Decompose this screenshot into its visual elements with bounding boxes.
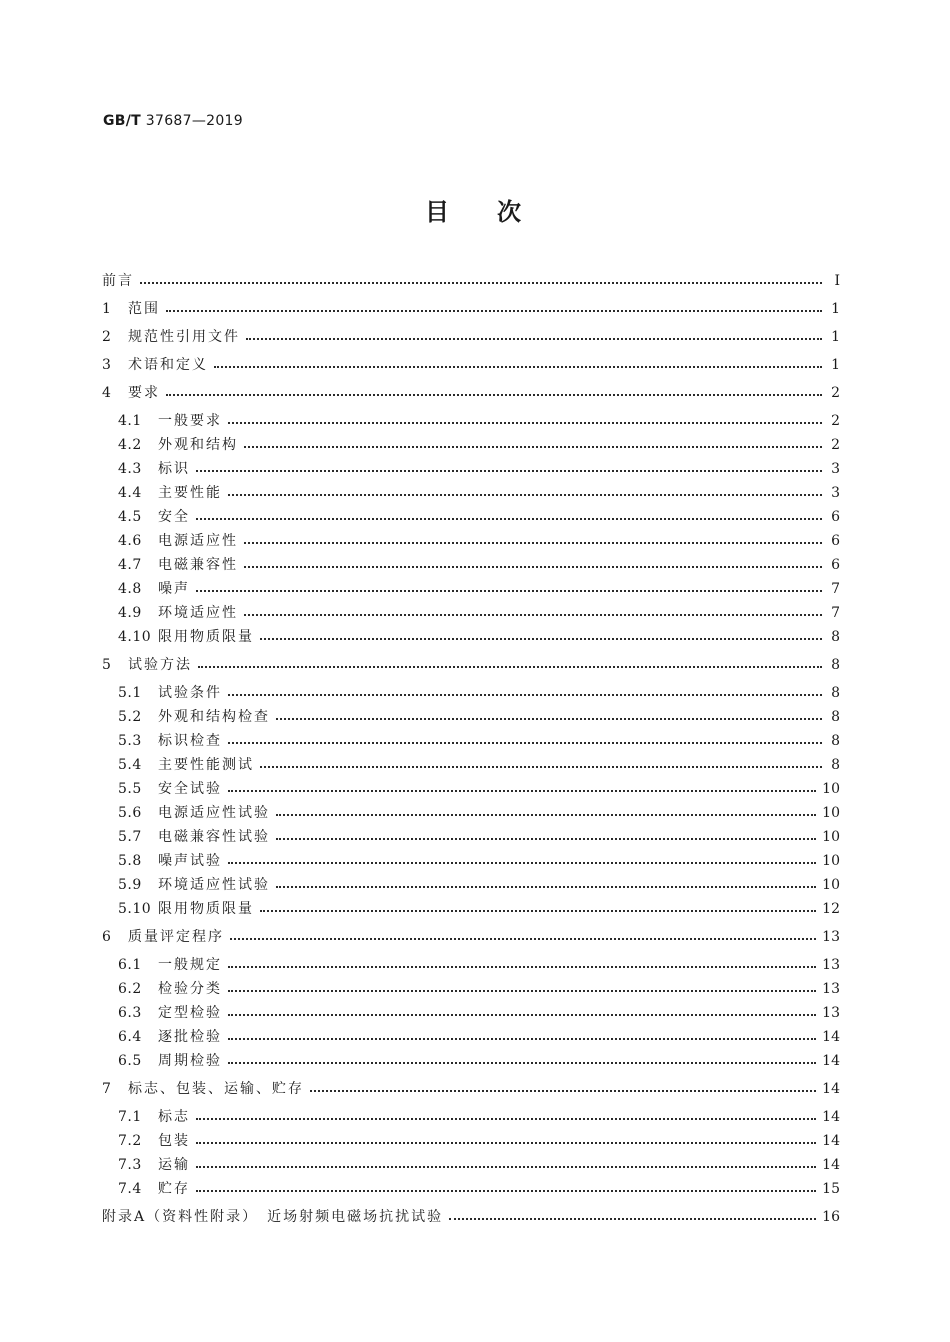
toc-entry-number: 5.3 [118, 733, 142, 749]
toc-entry-page-number: 2 [831, 437, 840, 453]
toc-entry-title: 附录A（资料性附录） 近场射频电磁场抗扰试验 [102, 1209, 444, 1225]
toc-entry[interactable] [118, 1026, 840, 1048]
toc-entry-title: 检验分类 [158, 981, 222, 997]
toc-entry[interactable] [118, 874, 840, 896]
toc-entry[interactable] [118, 434, 840, 456]
toc-entry-title: 环境适应性试验 [158, 877, 270, 893]
toc-entry[interactable] [118, 410, 840, 432]
toc-leader-dots [228, 1014, 816, 1016]
toc-entry-title: 标志 [158, 1109, 190, 1125]
toc-leader-dots [196, 590, 822, 592]
toc-entry[interactable] [102, 326, 840, 348]
toc-leader-dots [260, 766, 822, 768]
toc-entry-page-number: 1 [831, 329, 840, 345]
toc-entry[interactable] [102, 1078, 840, 1100]
toc-entry-page-number: 10 [822, 853, 840, 869]
toc-entry-title: 运输 [158, 1157, 190, 1173]
toc-entry-title: 安全 [158, 509, 190, 525]
toc-entry-number: 7 [102, 1081, 112, 1097]
toc-leader-dots [228, 422, 822, 424]
toc-leader-dots [244, 542, 822, 544]
toc-entry-number: 5.8 [118, 853, 142, 869]
toc-entry-title: 电源适应性试验 [158, 805, 270, 821]
toc-leader-dots [244, 614, 822, 616]
toc-entry-page-number: 2 [831, 413, 840, 429]
toc-entry-number: 4 [102, 385, 112, 401]
toc-entry-number: 6 [102, 929, 112, 945]
toc-entry[interactable] [118, 602, 840, 624]
toc-entry-title: 标志、包装、运输、贮存 [128, 1081, 304, 1097]
toc-entry-title: 范围 [128, 301, 160, 317]
toc-entry[interactable] [118, 458, 840, 480]
toc-entry-title: 外观和结构检查 [158, 709, 270, 725]
toc-entry-number: 4.5 [118, 509, 142, 525]
toc-entry-page-number: 7 [831, 605, 840, 621]
toc-leader-dots [276, 814, 816, 816]
toc-entry[interactable] [118, 682, 840, 704]
toc-entry-page-number: 8 [831, 709, 840, 725]
toc-entry-number: 4.8 [118, 581, 142, 597]
toc-entry-number: 7.2 [118, 1133, 142, 1149]
toc-entry-number: 5.10 [118, 901, 152, 917]
toc-entry-page-number: 8 [831, 685, 840, 701]
toc-entry[interactable] [118, 626, 840, 648]
toc-leader-dots [246, 338, 822, 340]
toc-entry-number: 4.1 [118, 413, 142, 429]
toc-leader-dots [196, 1190, 816, 1192]
toc-entry[interactable] [118, 1130, 840, 1152]
toc-entry-number: 5.1 [118, 685, 142, 701]
toc-leader-dots [196, 1166, 816, 1168]
toc-entry-title: 限用物质限量 [158, 629, 254, 645]
toc-entry-title: 前言 [102, 273, 134, 289]
toc-entry[interactable] [118, 578, 840, 600]
toc-entry-page-number: 14 [822, 1081, 840, 1097]
toc-entry[interactable] [118, 778, 840, 800]
toc-entry-number: 5.6 [118, 805, 142, 821]
toc-entry[interactable] [118, 802, 840, 824]
toc-entry-number: 4.4 [118, 485, 142, 501]
toc-entry[interactable] [118, 954, 840, 976]
toc-entry[interactable] [102, 654, 840, 676]
toc-entry-title: 试验方法 [128, 657, 192, 673]
toc-entry[interactable] [118, 554, 840, 576]
toc-leader-dots [196, 1142, 816, 1144]
toc-entry-title: 限用物质限量 [158, 901, 254, 917]
toc-entry[interactable] [102, 926, 840, 948]
toc-entry-page-number: 10 [822, 781, 840, 797]
toc-entry-page-number: 8 [831, 733, 840, 749]
toc-entry[interactable] [118, 506, 840, 528]
toc-leader-dots [260, 638, 822, 640]
toc-entry-page-number: 13 [822, 929, 840, 945]
toc-leader-dots [228, 494, 822, 496]
toc-leader-dots [244, 446, 822, 448]
toc-entry-number: 6.3 [118, 1005, 142, 1021]
toc-entry-page-number: 8 [831, 657, 840, 673]
toc-entry-number: 5.4 [118, 757, 142, 773]
toc-leader-dots [228, 742, 822, 744]
toc-entry-number: 6.1 [118, 957, 142, 973]
toc-entry-title: 主要性能 [158, 485, 222, 501]
toc-leader-dots [276, 838, 816, 840]
toc-entry-number: 4.9 [118, 605, 142, 621]
toc-entry-title: 主要性能测试 [158, 757, 254, 773]
toc-entry[interactable] [118, 1002, 840, 1024]
toc-entry-number: 7.4 [118, 1181, 142, 1197]
toc-entry-page-number: 16 [822, 1209, 840, 1225]
toc-entry-number: 4.7 [118, 557, 142, 573]
toc-entry-title: 逐批检验 [158, 1029, 222, 1045]
toc-leader-dots [276, 718, 822, 720]
toc-entry[interactable] [118, 754, 840, 776]
toc-entry-title: 包装 [158, 1133, 190, 1149]
standard-code: 37687—2019 [145, 113, 243, 129]
toc-entry[interactable] [118, 898, 840, 920]
toc-leader-dots [260, 910, 816, 912]
toc-entry-number: 6.4 [118, 1029, 142, 1045]
toc-entry-number: 4.10 [118, 629, 152, 645]
toc-entry-number: 5.7 [118, 829, 142, 845]
toc-entry-number: 1 [102, 301, 112, 317]
toc-entry-page-number: 3 [831, 485, 840, 501]
toc-entry-page-number: 8 [831, 757, 840, 773]
toc-entry-number: 5.5 [118, 781, 142, 797]
toc-leader-dots [228, 1038, 816, 1040]
toc-entry[interactable] [118, 706, 840, 728]
toc-entry-page-number: 14 [822, 1157, 840, 1173]
toc-entry-title: 试验条件 [158, 685, 222, 701]
toc-entry-page-number: 8 [831, 629, 840, 645]
toc-entry-title: 周期检验 [158, 1053, 222, 1069]
toc-leader-dots [198, 666, 822, 668]
toc-entry-page-number: 13 [822, 981, 840, 997]
toc-leader-dots [228, 862, 816, 864]
toc-entry-title: 噪声试验 [158, 853, 222, 869]
toc-leader-dots [230, 938, 816, 940]
toc-entry-number: 5 [102, 657, 112, 673]
toc-entry-number: 7.3 [118, 1157, 142, 1173]
toc-leader-dots [140, 282, 822, 284]
toc-entry[interactable] [118, 978, 840, 1000]
toc-entry-title: 要求 [128, 385, 160, 401]
toc-entry-page-number: 15 [822, 1181, 840, 1197]
toc-entry[interactable] [118, 1050, 840, 1072]
toc-leader-dots [214, 366, 822, 368]
toc-entry[interactable] [102, 382, 840, 404]
toc-leader-dots [276, 886, 816, 888]
toc-entry-title: 质量评定程序 [128, 929, 224, 945]
toc-entry-title: 安全试验 [158, 781, 222, 797]
toc-entry-title: 一般规定 [158, 957, 222, 973]
toc-entry-page-number: 10 [822, 805, 840, 821]
toc-entry-page-number: 6 [831, 509, 840, 525]
toc-entry[interactable] [118, 530, 840, 552]
toc-entry-title: 标识 [158, 461, 190, 477]
toc-leader-dots [228, 966, 816, 968]
toc-leader-dots [449, 1218, 816, 1220]
toc-entry-title: 定型检验 [158, 1005, 222, 1021]
toc-entry-page-number: 7 [831, 581, 840, 597]
toc-entry-page-number: 10 [822, 829, 840, 845]
toc-entry[interactable] [118, 826, 840, 848]
toc-entry[interactable] [118, 850, 840, 872]
toc-entry-number: 3 [102, 357, 112, 373]
toc-entry-title: 标识检查 [158, 733, 222, 749]
toc-entry[interactable] [102, 1206, 840, 1228]
toc-entry-page-number: 12 [822, 901, 840, 917]
toc-entry[interactable] [118, 1106, 840, 1128]
toc-entry[interactable] [118, 1154, 840, 1176]
toc-entry-page-number: 14 [822, 1029, 840, 1045]
toc-entry-number: 4.6 [118, 533, 142, 549]
toc-leader-dots [228, 990, 816, 992]
toc-entry-page-number: 13 [822, 957, 840, 973]
toc-entry-page-number: 6 [831, 533, 840, 549]
toc-entry-page-number: 13 [822, 1005, 840, 1021]
toc-entry[interactable] [118, 482, 840, 504]
toc-entry-page-number: 10 [822, 877, 840, 893]
toc-entry-number: 5.2 [118, 709, 142, 725]
toc-entry[interactable] [102, 298, 840, 320]
toc-entry-number: 6.2 [118, 981, 142, 997]
toc-leader-dots [166, 394, 822, 396]
toc-entry-number: 7.1 [118, 1109, 142, 1125]
toc-entry-page-number: 1 [831, 357, 840, 373]
toc-entry-title: 术语和定义 [128, 357, 208, 373]
toc-entry-title: 外观和结构 [158, 437, 238, 453]
toc-entry-number: 4.2 [118, 437, 142, 453]
toc-entry-page-number: 1 [831, 301, 840, 317]
toc-entry-page-number: 14 [822, 1109, 840, 1125]
toc-entry-number: 5.9 [118, 877, 142, 893]
toc-entry-number: 6.5 [118, 1053, 142, 1069]
standard-number [103, 113, 243, 129]
toc-entry[interactable] [118, 730, 840, 752]
toc-entry-title: 电源适应性 [158, 533, 238, 549]
page-title: 目次 [425, 198, 569, 226]
toc-leader-dots [228, 694, 822, 696]
toc-leader-dots [244, 566, 822, 568]
toc-entry-title: 环境适应性 [158, 605, 238, 621]
toc-entry[interactable] [118, 1178, 840, 1200]
toc-leader-dots [196, 470, 822, 472]
toc-entry-page-number: 2 [831, 385, 840, 401]
toc-leader-dots [196, 518, 822, 520]
toc-entry-title: 电磁兼容性试验 [158, 829, 270, 845]
toc-entry[interactable] [102, 270, 840, 292]
toc-leader-dots [310, 1090, 816, 1092]
toc-entry-number: 2 [102, 329, 112, 345]
toc-entry-title: 贮存 [158, 1181, 190, 1197]
toc-entry-page-number: 14 [822, 1053, 840, 1069]
toc-entry-page-number: Ⅰ [834, 273, 840, 289]
toc-entry-page-number: 14 [822, 1133, 840, 1149]
toc-leader-dots [196, 1118, 816, 1120]
toc-leader-dots [228, 1062, 816, 1064]
toc-leader-dots [166, 310, 822, 312]
toc-entry[interactable] [102, 354, 840, 376]
toc-entry-number: 4.3 [118, 461, 142, 477]
standard-prefix: GB/T [103, 113, 142, 129]
toc-entry-page-number: 6 [831, 557, 840, 573]
toc-entry-title: 一般要求 [158, 413, 222, 429]
toc-entry-title: 规范性引用文件 [128, 329, 240, 345]
toc-entry-page-number: 3 [831, 461, 840, 477]
toc-entry-title: 噪声 [158, 581, 190, 597]
toc-entry-title: 电磁兼容性 [158, 557, 238, 573]
toc-leader-dots [228, 790, 816, 792]
